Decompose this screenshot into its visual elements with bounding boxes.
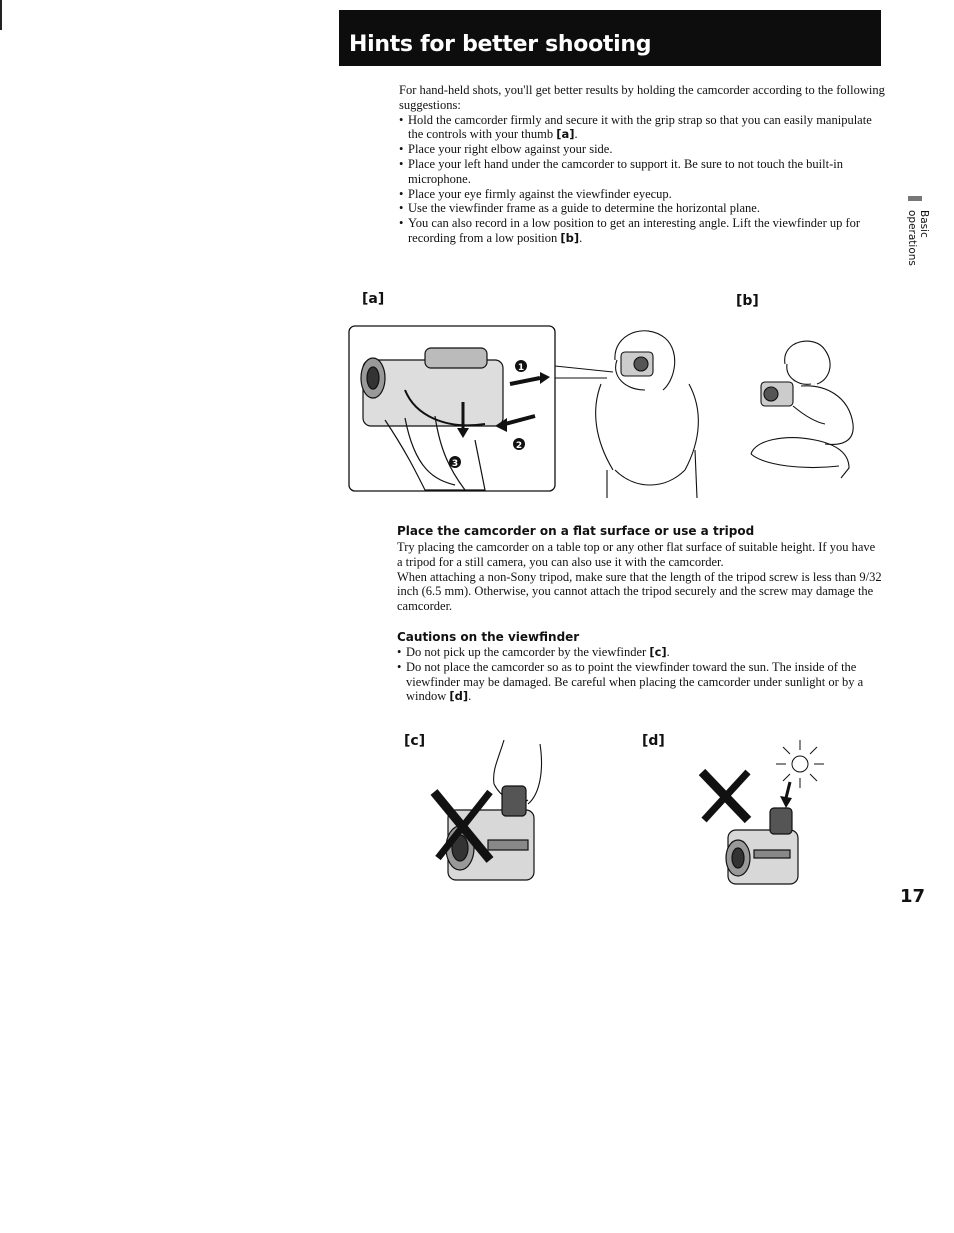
intro-bullet: • Place your right elbow against your side. — [399, 142, 885, 157]
side-tab-label: Basic operations — [906, 210, 930, 266]
figure-a-illustration — [345, 320, 715, 502]
viewfinder-bullet: • Do not pick up the camcorder by the viewfinder [c]. — [397, 645, 883, 660]
scan-edge-line — [0, 0, 2, 30]
camcorder-icon — [726, 808, 798, 884]
arrow-icon — [510, 378, 540, 384]
intro-bullet-list — [399, 113, 885, 246]
figure-ref: [a] — [556, 127, 575, 142]
figure-c-illustration — [428, 740, 543, 888]
crouching-person-icon — [751, 341, 853, 478]
title-bar — [339, 10, 881, 66]
tripod-heading: Place the camcorder on a flat surface or use a tripod — [397, 524, 755, 538]
figure-b-label: [b] — [736, 293, 759, 309]
sun-icon — [776, 740, 824, 788]
viewfinder-heading: Cautions on the viewfinder — [397, 630, 580, 644]
cross-icon — [702, 772, 748, 820]
figure-d-label: [d] — [642, 733, 665, 749]
svg-text:2: 2 — [515, 441, 523, 451]
intro-lead: For hand-held shots, you'll get better results by holding the camcorder according to the following suggestions: — [399, 83, 885, 112]
viewfinder-body — [397, 645, 883, 704]
person-shooting-icon — [596, 331, 699, 498]
arrow-icon — [780, 782, 792, 808]
svg-text:3: 3 — [451, 459, 459, 469]
arrow-icon — [505, 416, 535, 424]
intro-bullet: • You can also record in a low position to get an interesting angle. Lift the viewfinder up for recording from a low position [b]. — [399, 216, 885, 246]
tripod-paragraph: When attaching a non-Sony tripod, make sure that the length of the tripod screw is less than 9/32 inch (6.5 mm). Otherwise, you cannot attach the tripod securely and the screw may damage the camcorder. — [397, 569, 882, 614]
page-title: Hints for better shooting — [349, 32, 652, 57]
intro-bullet: • Hold the camcorder firmly and secure it with the grip strap so that you can easily manipulate the controls with your thumb [a]. — [399, 113, 885, 143]
side-tab-marker — [908, 196, 922, 201]
callout-2 — [513, 438, 525, 451]
tripod-body — [397, 540, 883, 614]
figure-ref: [c] — [649, 645, 667, 659]
hand-icon — [385, 420, 485, 490]
figure-ref: [d] — [449, 689, 469, 704]
camcorder-icon — [361, 348, 503, 490]
viewfinder-bullet: • Do not place the camcorder so as to point the viewfinder toward the sun. The inside of the viewfinder may be damaged. Be careful when placing the camcorder under sunlight or by a window [d]. — [397, 660, 883, 704]
page-number: 17 — [900, 886, 926, 907]
figure-c-label: [c] — [404, 733, 426, 749]
callout-pointer-line — [555, 366, 613, 372]
svg-text:1: 1 — [517, 363, 525, 373]
section-side-tab — [902, 196, 930, 266]
intro-bullet: • Use the viewfinder frame as a guide to determine the horizontal plane. — [399, 201, 885, 216]
viewfinder-bullet-list — [397, 645, 883, 704]
tripod-paragraph: Try placing the camcorder on a table top or any other flat surface of suitable height. If you have a tripod for a still camera, you can also use it with the camcorder. — [397, 540, 876, 569]
figure-ref: [b] — [560, 230, 580, 245]
figure-d-illustration — [698, 738, 848, 890]
intro-bullet: • Place your eye firmly against the viewfinder eyecup. — [399, 187, 885, 202]
intro-bullet: • Place your left hand under the camcorder to support it. Be sure to not touch the built-in microphone. — [399, 157, 885, 187]
figure-a-label: [a] — [362, 291, 385, 307]
callout-1 — [515, 360, 527, 373]
intro-section — [399, 83, 885, 246]
figure-b-illustration — [745, 334, 857, 484]
